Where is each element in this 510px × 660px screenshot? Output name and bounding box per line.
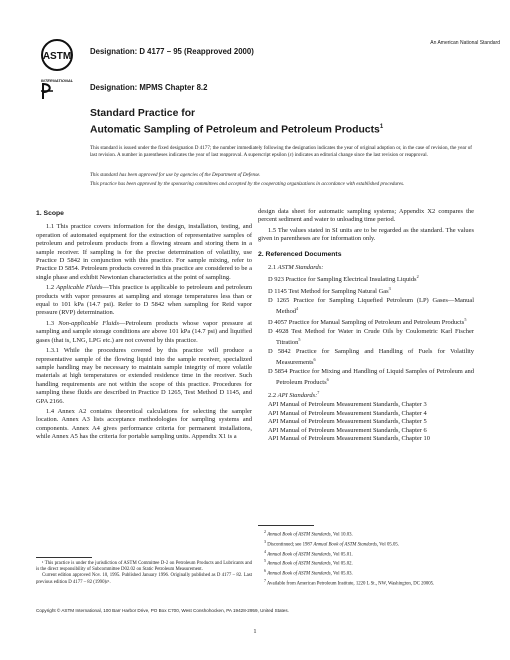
footnote-1-continued: Current edition approved Nov. 10, 1995. Published January 1996. Originally published as D 4177 – 82. Last previous edition D 4177 – 82 (1990)ε¹. xyxy=(36,573,252,585)
scope-1-4: 1.4 Annex A2 contains theoretical calculations for selecting the sampler location. Annex A3 lists acceptance methodologies for sampling systems and components. Annex A4 gives performance criteria for permanent installations, while Annex A5 has the criteria for portable sampling units. Appendix X1 is a xyxy=(36,407,252,441)
scope-1-3: 1.3 Non-applicable Fluids—Petroleum products whose vapor pressure at sampling and sample storage conditions are above 101 kPa (14.7 psi) and liquified gases (that is, LNG, LPG etc.) are not covered by this practice. xyxy=(36,319,252,344)
astm-reference-list xyxy=(258,273,474,387)
astm-reference-item: D 1145 Test Method for Sampling Natural Gas$^3$ xyxy=(268,285,391,296)
scope-1-5: 1.5 The values stated in SI units are to be regarded as the standard. The values given in parentheses are for information only. xyxy=(258,226,474,243)
scope-1-4-continued: design data sheet for automatic sampling systems; Appendix X2 compares the percent sediment and water to unloading time period. xyxy=(258,208,474,224)
svg-text:ASTM: ASTM xyxy=(42,51,72,62)
document-title xyxy=(90,108,490,136)
astm-reference-item: D 5854 Practice for Mixing and Handling of Liquid Samples of Petroleum and Petroleum Products$^6$ xyxy=(268,367,474,387)
footnote-6: $^6$ Annual Book of ASTM Standards, Vol 05.03. xyxy=(264,568,353,577)
api-note: This practice has been approved by the sponsoring committees and accepted by the cooperating organizations in accordance with established procedures. xyxy=(90,181,405,187)
scope-1-2: 1.2 Applicable Fluids—This practice is applicable to petroleum and petroleum products with vapor pressures at sampling and storage temperatures less than or equal to 101 kPa (14.7 psi). Refer to D 5842 when sampling for Reid vapor pressure (RVP) determination. xyxy=(36,284,253,317)
footnote-3: $^3$ Discontinued; see 1987 Annual Book of ASTM Standards, Vol 05.05. xyxy=(264,538,399,548)
copyright-line: Copyright © ASTM International, 100 Barr Harbor Drive, PO Box C700, West Conshohocken, PA 19428-2959, United States. xyxy=(36,608,289,613)
issue-note: This standard is issued under the fixed designation D 4177; the number immediately following the designation indicates the year of original adoption or, in the case of revision, the year of last revision. A number in parentheses indicates the year of last reapproval. A superscript epsilon (ε) indicates an editorial change since the last revision or reapproval. xyxy=(90,145,472,158)
footnotes-left xyxy=(36,561,252,586)
api-reference-item: API Manual of Petroleum Measurement Standards, Chapter 3 xyxy=(268,401,427,409)
american-national-standard-label: An American National Standard xyxy=(430,40,500,46)
left-column xyxy=(36,208,252,444)
api-reference-item: API Manual of Petroleum Measurement Standards, Chapter 5 xyxy=(268,418,427,426)
api-reference-item: API Manual of Petroleum Measurement Standards, Chapter 10 xyxy=(268,435,430,443)
astm-reference-item: D 1265 Practice for Sampling Liquefied Petroleum (LP) Gases—Manual Method$^4$ xyxy=(268,296,474,316)
footnote-5: $^5$ Annual Book of ASTM Standards, Vol 05.02. xyxy=(264,558,353,567)
api-logo xyxy=(40,80,56,102)
astm-logo xyxy=(40,38,74,76)
astm-reference-item: D 4928 Test Method for Water in Crude Oils by Coulometric Karl Fischer Titration$^5$ xyxy=(268,328,474,347)
references-heading: 2. Referenced Documents xyxy=(258,250,342,258)
astm-reference-item: D 5842 Practice for Sampling and Handling of Fuels for Volatility Measurements$^6$ xyxy=(268,347,474,367)
footnote-1: ¹ This practice is under the jurisdiction of ASTM Committee D-2 on Petroleum Products and Lubricants and is the direct responsibility of Subcommittee D02.02 on Static Petroleum Measurement. xyxy=(36,561,252,573)
astm-standards-label: 2.1 ASTM Standards: xyxy=(268,264,324,272)
title-footnote-ref: 1 xyxy=(379,123,384,130)
footnotes-right xyxy=(258,529,474,588)
footnote-divider-left xyxy=(36,557,92,558)
logo-international-text: INTERNATIONAL xyxy=(40,78,74,83)
scope-heading: 1. Scope xyxy=(36,210,64,217)
scope-1-3-1: 1.3.1 While the procedures covered by this practice will produce a representative sample of the flowing liquid into the sample receiver, specialized sample handling may be necessary to maintain sample integrity of more volatile materials at high temperatures or extended residence time in the receiver. Such handling requirements are not within the scope of this practice. Procedures for sampling these fluids are described in Practice D 1265, Test Method D 1145, and GPA 2166. xyxy=(36,347,252,405)
right-column xyxy=(258,208,474,443)
api-reference-item: API Manual of Petroleum Measurement Standards, Chapter 4 xyxy=(268,409,427,417)
footnote-2: $^2$ Annual Book of ASTM Standards, Vol 10.03. xyxy=(264,529,353,538)
footnote-4: $^4$ Annual Book of ASTM Standards, Vol 05.01. xyxy=(264,548,353,558)
title-line-2: Automatic Sampling of Petroleum and Petroleum Products xyxy=(90,123,380,135)
title-line-1: Standard Practice for xyxy=(90,108,196,119)
dod-note: This standard has been approved for use by agencies of the Department of Defense. xyxy=(90,172,261,178)
page-number: 1 xyxy=(253,628,257,635)
api-reference-item: API Manual of Petroleum Measurement Standards, Chapter 6 xyxy=(268,426,427,434)
api-designation: Designation: MPMS Chapter 8.2 xyxy=(90,83,208,92)
astm-reference-item: D 4057 Practice for Manual Sampling of Petroleum and Petroleum Products$^5$ xyxy=(268,317,467,327)
astm-reference-item: D 923 Practice for Sampling Electrical Insulating Liquids$^2$ xyxy=(268,274,419,284)
footnote-7: $^7$ Available from American Petroleum Institute, 1220 L St., NW, Washington, DC 20005. xyxy=(264,577,435,587)
footnote-divider-right xyxy=(258,525,314,526)
api-standards-label: 2.2 API Standards:$^7$ xyxy=(268,389,320,400)
scope-1-1: 1.1 This practice covers information for the design, installation, testing, and operation of automated equipment for the extraction of representative samples of petroleum and petroleum products from a flowing stream and storing them in a sample receiver. If sampling is for the precise determination of volatility, use Practice D 5842 in conjunction with this practice. For sample mixing, refer to Practice D 5854. Petroleum products covered in this practice are considered to be a single phase and exhibit Newtonian characteristics at the point of sampling. xyxy=(36,223,252,281)
astm-designation: Designation: D 4177 – 95 (Reapproved 2000) xyxy=(90,47,254,56)
api-reference-list xyxy=(258,401,474,443)
